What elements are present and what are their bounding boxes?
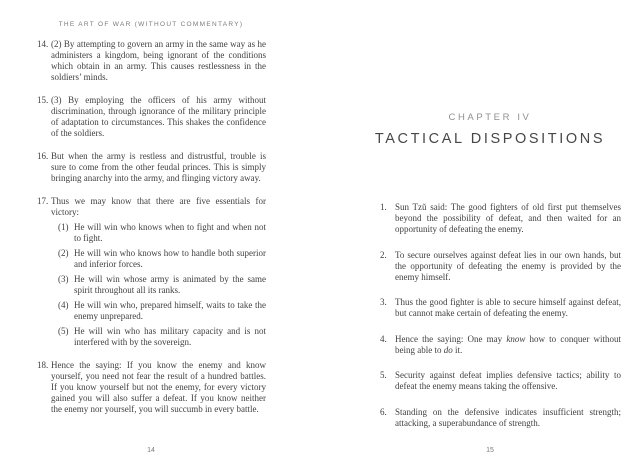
- sub-item-number: (2): [58, 248, 69, 258]
- item-number: 14.: [37, 39, 49, 49]
- list-item: [380, 250, 621, 283]
- text-segment: Thus the good fighter is able to secure himself against defeat, but cannot make certain of defeating the enemy.: [395, 297, 621, 318]
- emphasized-text: know: [506, 333, 526, 344]
- item-text: [395, 250, 621, 283]
- text-segment: Sun Tzŭ said: The good fighters of old first put themselves beyond the possibility of defeat, and then waited for an opportunity of defeating the enemy.: [395, 202, 621, 234]
- sub-list: [51, 222, 266, 348]
- text-segment: But when the army is restless and distrustful, trouble is sure to come from the other feudal princes. This is simply bringing anarchy into the army, and flinging victory away.: [51, 151, 266, 183]
- sub-list-item: [51, 300, 266, 322]
- sub-item-text: [74, 222, 266, 244]
- text-segment: Security against defeat implies defensive tactics; ability to defeat the enemy means taking the offensive.: [395, 370, 621, 391]
- list-item: [37, 95, 266, 139]
- sub-item-number: (5): [58, 326, 69, 336]
- left-page-items: [37, 39, 266, 427]
- chapter-label: CHAPTER IV: [448, 112, 532, 123]
- text-segment: He will win who knows when to fight and when not to fight.: [74, 222, 266, 243]
- item-text: [51, 39, 266, 83]
- text-segment: (3) By employing the officers of his army without discrimination, through ignorance of the military principle of adaptation to circumstances. This shakes the confidence of the soldiers.: [51, 95, 266, 138]
- text-segment: He will win whose army is animated by the same spirit throughout all its ranks.: [74, 274, 266, 295]
- sub-list-item: [51, 326, 266, 348]
- list-item: [37, 360, 266, 415]
- sub-item-number: (3): [58, 274, 69, 284]
- text-segment: (2) By attempting to govern an army in the same way as he administers a kingdom, being ignorant of the conditions which obtain in an army. This causes restlessness in the soldiers’ minds.: [51, 39, 266, 82]
- item-number: 16.: [37, 151, 49, 161]
- chapter-head: [352, 112, 628, 147]
- sub-item-text: [74, 248, 266, 270]
- item-text: [395, 407, 621, 429]
- item-number: 18.: [37, 360, 49, 370]
- item-text: [51, 360, 266, 415]
- page-number-left: 14: [147, 447, 155, 454]
- list-item: [380, 407, 621, 429]
- sub-item-number: (1): [58, 222, 69, 232]
- emphasized-text: do: [443, 344, 453, 355]
- sub-item-text: [74, 274, 266, 296]
- item-text: [395, 297, 621, 319]
- text-segment: He will win who has military capacity and is not interfered with by the sovereign.: [74, 326, 266, 347]
- running-head: THE ART OF WAR (WITHOUT COMMENTARY): [58, 21, 244, 28]
- item-number: 3.: [380, 297, 387, 307]
- item-text: [395, 370, 621, 392]
- item-text: [395, 334, 621, 356]
- sub-item-text: [74, 326, 266, 348]
- text-segment: Hence the saying: One may: [395, 333, 507, 344]
- item-number: 2.: [380, 249, 387, 260]
- list-item: [380, 370, 621, 392]
- list-item: [37, 151, 266, 184]
- right-page-items: [380, 202, 621, 443]
- item-number: 15.: [37, 95, 49, 105]
- text-segment: Thus we may know that there are five essentials for victory:: [51, 196, 266, 217]
- item-text: [395, 202, 621, 235]
- list-item: [380, 334, 621, 356]
- list-item: [380, 202, 621, 235]
- item-number: 17.: [37, 196, 49, 206]
- chapter-title: TACTICAL DISPOSITIONS: [374, 131, 606, 147]
- item-number: 6.: [380, 406, 387, 417]
- text-segment: it.: [452, 344, 463, 355]
- text-segment: To secure ourselves against defeat lies in our own hands, but the opportunity of defeating the enemy is provided by the enemy himself.: [395, 249, 621, 282]
- item-number: 4.: [380, 333, 387, 344]
- text-segment: how to conquer without being able to: [395, 333, 621, 355]
- page-number-right: 15: [486, 447, 494, 454]
- item-number: 1.: [380, 202, 387, 212]
- sub-item-number: (4): [58, 300, 69, 310]
- list-item: [37, 196, 266, 348]
- list-item: [37, 39, 266, 83]
- text-segment: Standing on the defensive indicates insufficient strength; attacking, a superabundance of strength.: [395, 406, 621, 428]
- sub-list-item: [51, 222, 266, 244]
- text-segment: Hence the saying: If you know the enemy and know yourself, you need not fear the result of a hundred battles. If you know yourself but not the enemy, for every victory gained you will also suffer a defeat. If you know neither the enemy nor yourself, you will succumb in every battle.: [51, 360, 266, 414]
- page-right: [320, 0, 640, 471]
- sub-list-item: [51, 248, 266, 270]
- sub-list-item: [51, 274, 266, 296]
- item-number: 5.: [380, 370, 387, 380]
- list-item: [380, 297, 621, 319]
- text-segment: He will win who knows how to handle both superior and inferior forces.: [74, 248, 266, 269]
- item-text: [51, 95, 266, 139]
- text-segment: He will win who, prepared himself, waits to take the enemy unprepared.: [74, 300, 266, 321]
- sub-item-text: [74, 300, 266, 322]
- item-text: [51, 151, 266, 184]
- item-text: [51, 196, 266, 348]
